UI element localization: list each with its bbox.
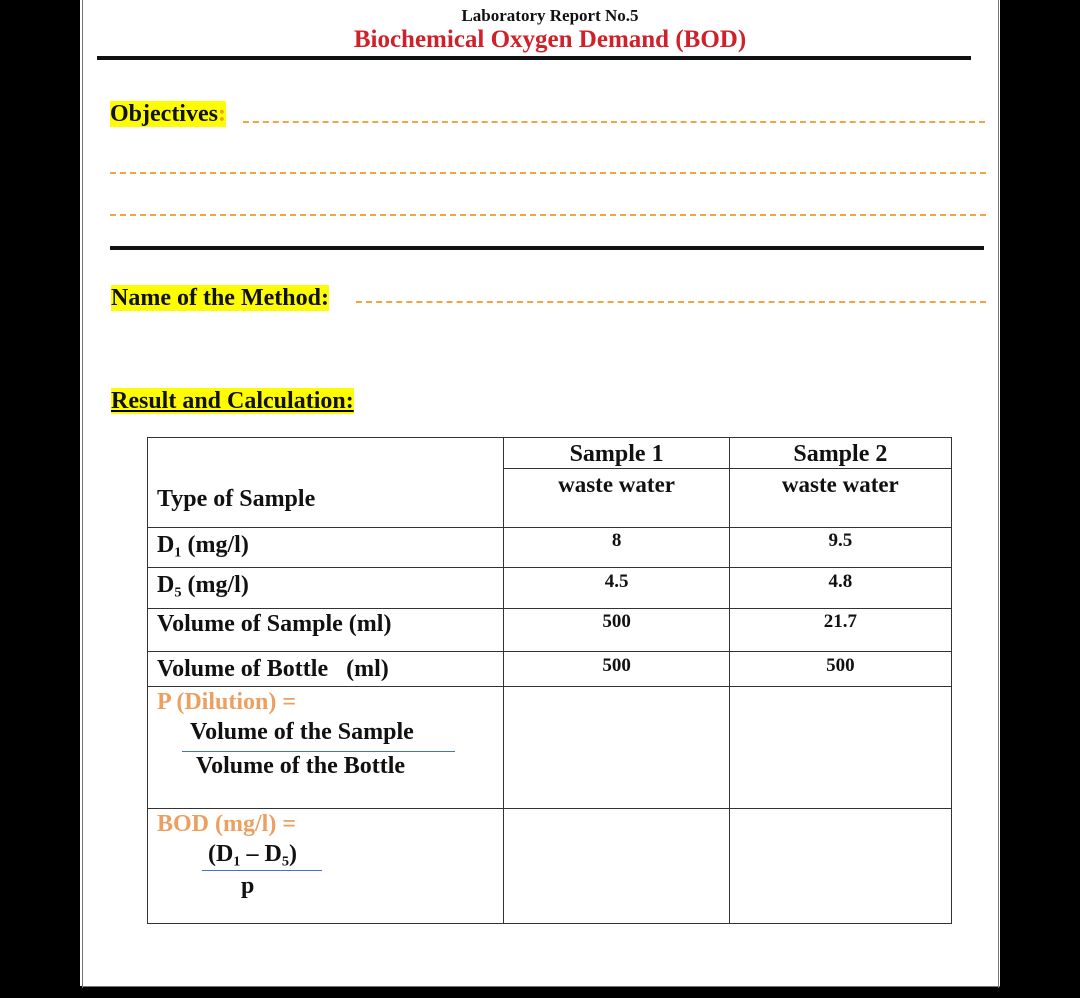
method-fill-line[interactable] — [356, 301, 986, 303]
d5-sample-2[interactable]: 4.8 — [729, 568, 951, 609]
table-row — [148, 652, 952, 687]
bod-denominator: p — [241, 873, 255, 899]
result-label: Result and Calculation: — [111, 388, 354, 414]
d5-sample-1[interactable]: 4.5 — [504, 568, 729, 609]
sample-1-type: waste water — [558, 472, 675, 497]
dilution-sample-1[interactable] — [504, 687, 729, 809]
page-edge-left — [82, 0, 83, 988]
report-number: Laboratory Report No.5 — [461, 6, 639, 25]
d1-sample-1[interactable]: 8 — [504, 528, 729, 568]
results-table — [147, 437, 952, 924]
objectives-colon: : — [217, 101, 226, 127]
section-rule — [110, 246, 984, 250]
dilution-numerator: Volume of the Sample — [190, 719, 414, 745]
dilution-sample-2[interactable] — [729, 687, 951, 809]
volume-bottle-sample-2[interactable]: 500 — [729, 652, 951, 687]
table-row — [148, 609, 952, 652]
type-of-sample-cell — [148, 438, 504, 528]
bod-fraction-bar — [202, 870, 322, 871]
objectives-label: Objectives — [110, 101, 218, 127]
table-header-row — [148, 438, 952, 528]
bod-label: BOD (mg/l) = — [157, 811, 296, 837]
result-heading — [111, 388, 354, 415]
sample-2-header — [729, 438, 951, 528]
bod-sample-2[interactable] — [729, 809, 951, 924]
row-label-volume-sample: Volume of Sample (ml) — [148, 609, 504, 652]
d1-sample-2[interactable]: 9.5 — [729, 528, 951, 568]
bod-sample-1[interactable] — [504, 809, 729, 924]
dilution-label: P (Dilution) = — [157, 689, 297, 715]
dilution-fraction-bar — [182, 751, 455, 752]
bod-row — [148, 809, 952, 924]
table-row — [148, 568, 952, 609]
bod-formula-cell — [148, 809, 504, 924]
volume-sample-sample-1[interactable]: 500 — [504, 609, 729, 652]
sample-2-type: waste water — [781, 472, 899, 497]
volume-sample-sample-2[interactable]: 21.7 — [729, 609, 951, 652]
dilution-row — [148, 687, 952, 809]
sample-2-name: Sample 2 — [730, 438, 951, 469]
sample-1-name: Sample 1 — [504, 438, 728, 469]
objectives-fill-line-2[interactable] — [110, 172, 986, 174]
objectives-fill-line-3[interactable] — [110, 214, 986, 216]
row-label-d1: D₁ (mg/l) — [148, 528, 504, 568]
dilution-denominator: Volume of the Bottle — [196, 753, 406, 779]
method-label: Name of the Method: — [111, 285, 329, 311]
dilution-formula-cell — [148, 687, 504, 809]
objectives-heading — [110, 101, 226, 128]
report-title: Biochemical Oxygen Demand (BOD) — [353, 26, 747, 53]
row-label-volume-bottle: Volume of Bottle (ml) — [148, 652, 504, 687]
objectives-fill-line-1[interactable] — [243, 121, 985, 123]
title-rule — [97, 56, 971, 60]
row-label-d5: D₅ (mg/l) — [148, 568, 504, 609]
bod-numerator: (D₁ – D₅) — [208, 841, 298, 867]
volume-bottle-sample-1[interactable]: 500 — [504, 652, 729, 687]
type-of-sample-label: Type of Sample — [157, 486, 316, 512]
sample-1-header — [504, 438, 729, 528]
table-row — [148, 528, 952, 568]
page-edge-bottom — [82, 986, 1000, 987]
method-heading — [111, 285, 329, 312]
page-edge-right — [998, 0, 999, 988]
